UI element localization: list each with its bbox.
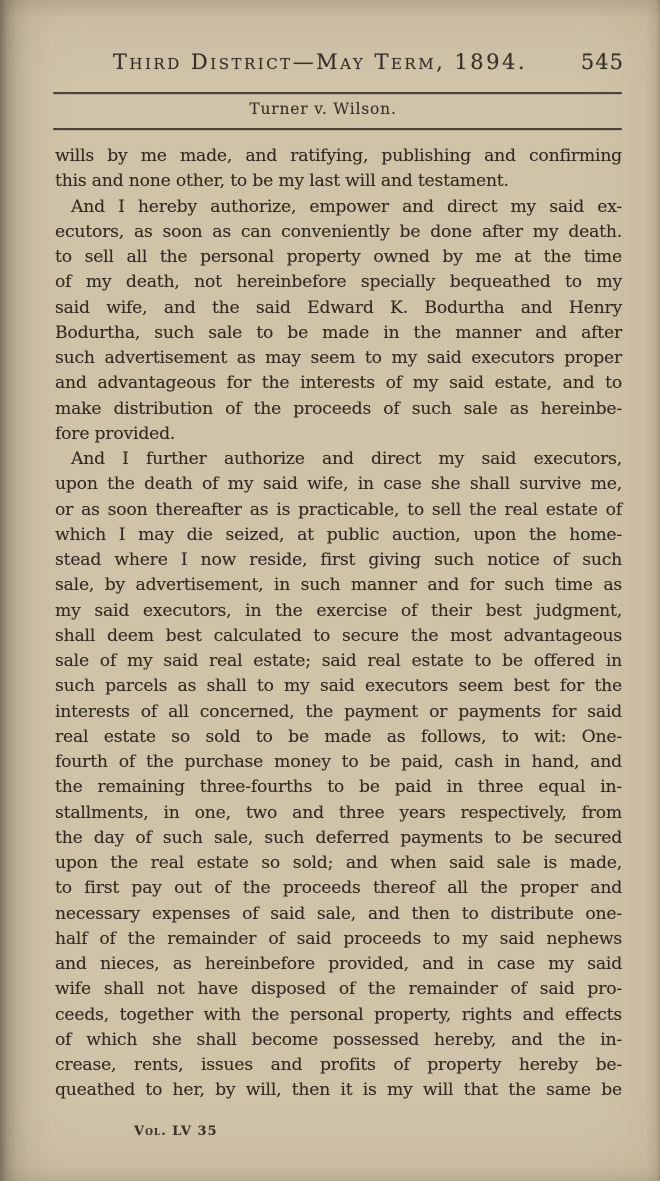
header-rule-bottom	[53, 128, 622, 130]
text-line: upon the real estate so sold; and when said sale is made,	[55, 853, 622, 873]
text-line: of my death, not hereinbefore specially bequeathed to my	[55, 272, 622, 293]
text-line: fourth of the purchase money to be paid, cash in hand, and	[55, 752, 622, 772]
text-line: the remaining three-fourths to be paid in three equal in-	[55, 777, 622, 798]
text-line: interests of all concerned, the payment or payments for said	[55, 701, 622, 722]
text-line: said wife, and the said Edward K. Bodurtha and Henry	[55, 297, 622, 318]
paragraph	[55, 195, 622, 448]
text-line: or as soon thereafter as is practicable, to sell the real estate of	[55, 499, 622, 520]
volume-note: Vol. LV 35	[134, 1124, 218, 1139]
text-line: and advantageous for the interests of my said estate, and to	[55, 373, 622, 394]
page-right-edge-shadow	[646, 0, 660, 1181]
text-line: upon the death of my said wife, in case she shall survive me,	[55, 474, 622, 495]
text-line: stallments, in one, two and three years respectively, from	[55, 802, 622, 823]
page-number: 545	[580, 50, 624, 74]
header-rule-top	[53, 92, 622, 94]
text-line: to sell all the personal property owned by me at the time	[55, 247, 622, 267]
page-top-edge-shadow	[0, 0, 660, 18]
text-line: the day of such sale, such deferred payments to be secured	[55, 827, 622, 848]
paragraph	[55, 447, 622, 1104]
text-line: wills by me made, and ratifying, publishing and confirming	[55, 146, 622, 166]
text-line: shall deem best calculated to secure the most advantageous	[55, 625, 622, 646]
text-line: half of the remainder of said proceeds to my said nephews	[55, 928, 622, 949]
text-line: my said executors, in the exercise of their best judgment,	[55, 600, 622, 621]
case-title: Turner v. Wilson.	[249, 100, 397, 118]
text-line: and nieces, as hereinbefore provided, and in case my said	[55, 954, 622, 974]
text-line: sale, by advertisement, in such manner and for such time as	[55, 575, 622, 596]
text-line: of which she shall become possessed hereby, and the in-	[55, 1029, 622, 1050]
paragraph	[55, 144, 622, 195]
text-line: such advertisement as may seem to my said executors proper	[55, 348, 622, 368]
text-line: And I hereby authorize, empower and direct my said ex-	[71, 196, 622, 217]
text-line: And I further authorize and direct my said executors,	[71, 449, 622, 469]
text-line: necessary expenses of said sale, and then to distribute one-	[55, 903, 622, 924]
page-left-binding-shadow	[0, 0, 52, 1181]
text-line: real estate so sold to be made as follows, to wit: One-	[55, 726, 622, 747]
text-line: stead where I now reside, first giving such notice of such	[55, 550, 622, 570]
body-text	[55, 144, 622, 1104]
page-bottom-edge-shadow	[0, 1167, 660, 1181]
text-line: sale of my said real estate; said real estate to be offered in	[55, 651, 622, 671]
text-line: crease, rents, issues and profits of property hereby be-	[55, 1055, 622, 1075]
text-line: this and none other, to be my last will and testament.	[55, 171, 509, 192]
text-line: ceeds, together with the personal property, rights and effects	[55, 1004, 622, 1025]
text-line: make distribution of the proceeds of such sale as hereinbe-	[55, 398, 622, 419]
text-line: such parcels as shall to my said executors seem best for the	[55, 676, 622, 697]
text-line: Bodurtha, such sale to be made in the manner and after	[55, 322, 622, 343]
text-line: wife shall not have disposed of the remainder of said pro-	[55, 979, 622, 1000]
running-head: Third District—May Term, 1894.	[112, 50, 528, 74]
text-line: which I may die seized, at public auction, upon the home-	[55, 524, 622, 545]
text-line: to first pay out of the proceeds thereof all the proper and	[55, 878, 622, 899]
text-line: queathed to her, by will, then it is my will that the same be	[55, 1080, 622, 1101]
text-line: fore provided.	[55, 423, 176, 444]
text-line: ecutors, as soon as can conveniently be done after my death.	[55, 221, 622, 242]
